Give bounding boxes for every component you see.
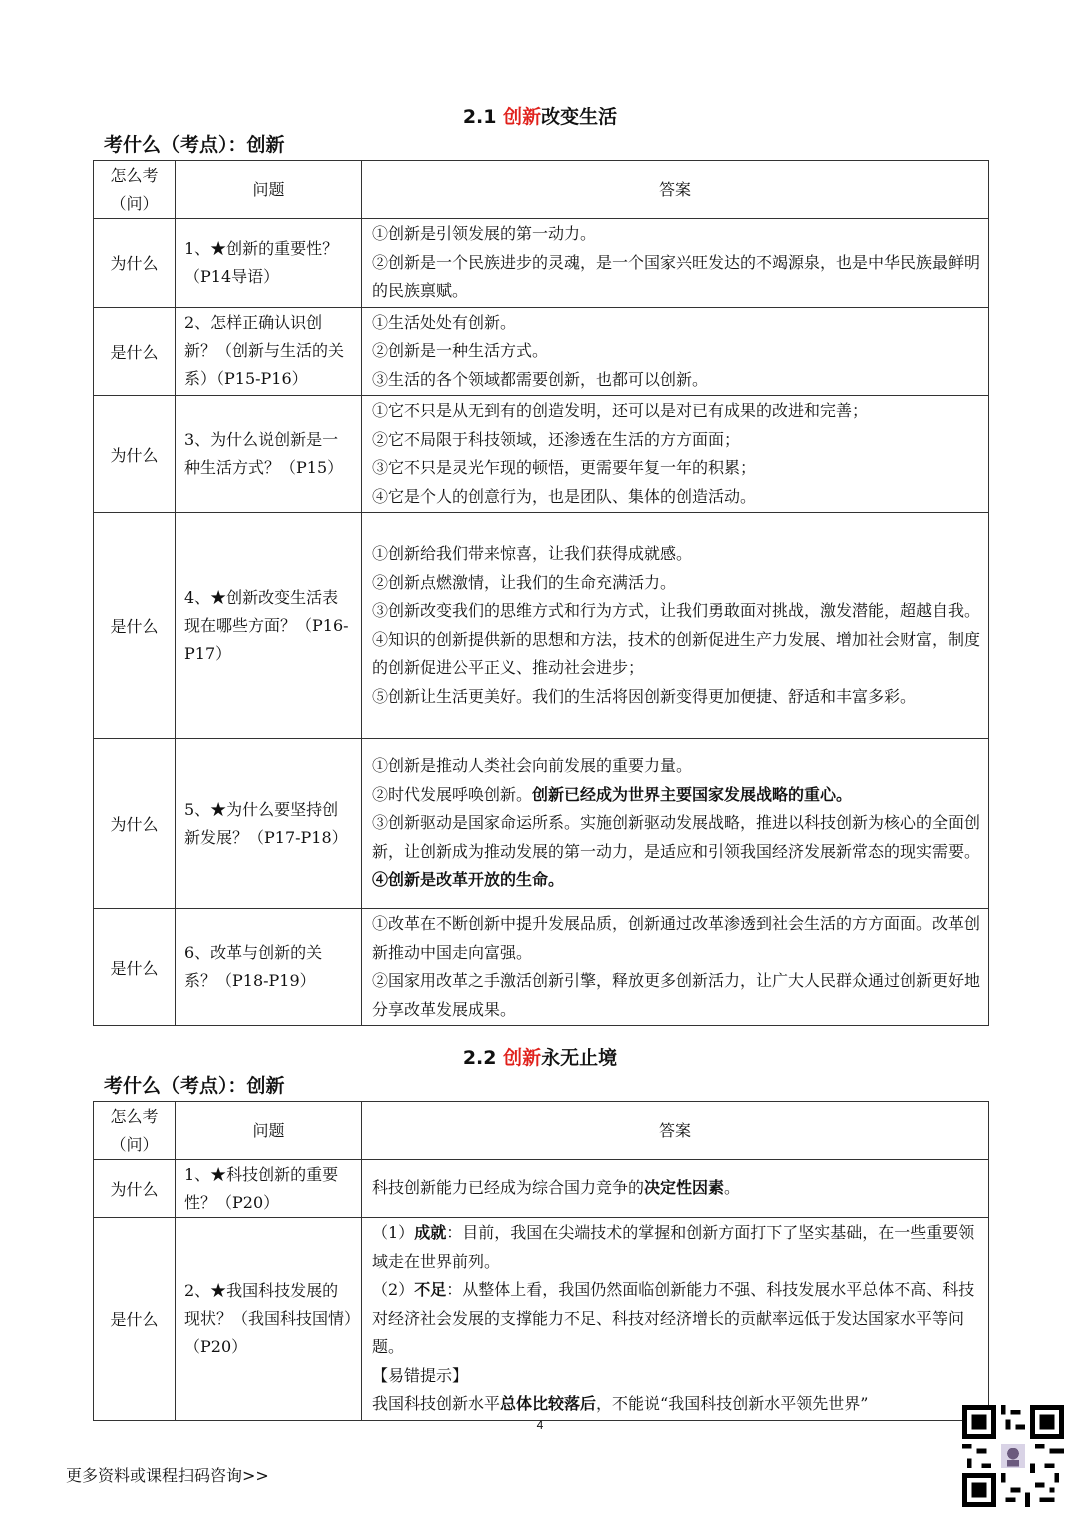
error-tip-label: 【易错提示】 [372,1365,469,1385]
table-header-row [94,1102,989,1160]
exam-point-label: 考什么（考点）：创新 [104,1075,285,1097]
row-question: 1、★科技创新的重要性？（P20） [176,1160,362,1218]
table-row [94,1160,989,1218]
header-how: 怎么考（问） [94,161,176,219]
row-type: 是什么 [94,1218,176,1421]
row-answer: ①它不只是从无到有的创造发明，还可以是对已有成果的改进和完善； ②它不局限于科技领域，还渗透在生活的方方面面； ③它不只是灵光乍现的顿悟，更需要年复一年的积累； ④它是个人的创意行为，也是团队、集体的创造活动。 [362,396,989,513]
header-how: 怎么考（问） [94,1102,176,1160]
page-number: 4 [536,1418,544,1432]
footer-text: 更多资料或课程扫码咨询>> [66,1466,269,1485]
bold-emphasis: 创新已经成为世界主要国家发展战略的重心。 [532,784,853,804]
section-title-highlight: 创新 [503,106,542,128]
exam-point-label: 考什么（考点）：创新 [104,134,285,156]
header-question: 问题 [176,1102,362,1160]
row-question: 6、改革与创新的关系？（P18-P19） [176,909,362,1026]
row-question: 4、★创新改变生活表现在哪些方面？（P16-P17） [176,513,362,739]
row-type: 是什么 [94,513,176,739]
row-answer: 科技创新能力已经成为综合国力竞争的决定性因素。 [362,1160,989,1218]
table-header-row [94,161,989,219]
row-type: 为什么 [94,219,176,308]
row-type: 为什么 [94,739,176,909]
row-question: 2、怎样正确认识创新？（创新与生活的关系）（P15-P16） [176,307,362,396]
row-answer: ①创新是引领发展的第一动力。 ②创新是一个民族进步的灵魂，是一个国家兴旺发达的不竭源泉，也是中华民族最鲜明的民族禀赋。 [362,219,989,308]
section-title-2-2: 2.2 创新永无止境 [462,1047,618,1069]
table-row [94,739,989,909]
row-answer: ①生活处处有创新。 ②创新是一种生活方式。 ③生活的各个领域都需要创新，也都可以创新。 [362,307,989,396]
header-answer: 答案 [362,161,989,219]
qa-table-2-1 [93,160,989,1026]
row-question: 1、★创新的重要性？（P14导语） [176,219,362,308]
row-type: 为什么 [94,396,176,513]
row-type: 是什么 [94,909,176,1026]
table-row [94,396,989,513]
table-row [94,307,989,396]
row-answer: ①改革在不断创新中提升发展品质，创新通过改革渗透到社会生活的方方面面。改革创新推动中国走向富强。 ②国家用改革之手激活创新引擎，释放更多创新活力，让广大人民群众通过创新更好地分享改革发展成果。 [362,909,989,1026]
row-question: 5、★为什么要坚持创新发展？（P17-P18） [176,739,362,909]
row-answer: ①创新给我们带来惊喜，让我们获得成就感。 ②创新点燃激情，让我们的生命充满活力。 ③创新改变我们的思维方式和行为方式，让我们勇敢面对挑战，激发潜能，超越自我。 ④知识的创新提供新的思想和方法，技术的创新促进生产力发展、增加社会财富，制度的创新促进公平正义、推动社会进步； ⑤创新让生活更美好。我们的生活将因创新变得更加便捷、舒适和丰富多彩。 [362,513,989,739]
row-question: 2、★我国科技发展的现状？（我国科技国情）（P20） [176,1218,362,1421]
header-question: 问题 [176,161,362,219]
row-question: 3、为什么说创新是一种生活方式？（P15） [176,396,362,513]
table-row [94,513,989,739]
table-row [94,219,989,308]
table-row [94,909,989,1026]
table-row [94,1218,989,1421]
header-answer: 答案 [362,1102,989,1160]
row-type: 为什么 [94,1160,176,1218]
section-title-2-1: 2.1 创新改变生活 [462,106,618,128]
section-title-highlight: 创新 [503,1047,542,1069]
qr-code-icon[interactable] [962,1405,1064,1507]
row-answer: （1）成就：目前，我国在尖端技术的掌握和创新方面打下了坚实基础，在一些重要领域走在世界前列。 （2）不足：从整体上看，我国仍然面临创新能力不强、科技发展水平总体不高、科技对经济社会发展的支撑能力不足、科技对经济增长的贡献率远低于发达国家水平等问题。 【易错提示】 我国科技创新水平总体比较落后，不能说“我国科技创新水平领先世界” [362,1218,989,1421]
row-answer: ①创新是推动人类社会向前发展的重要力量。 ②时代发展呼唤创新。创新已经成为世界主要国家发展战略的重心。 ③创新驱动是国家命运所系。实施创新驱动发展战略，推进以科技创新为核心的全面创新，让创新成为推动发展的第一动力，是适应和引领我国经济发展新常态的现实需要。 ④创新是改革开放的生命。 [362,739,989,909]
row-type: 是什么 [94,307,176,396]
qa-table-2-2 [93,1101,989,1421]
